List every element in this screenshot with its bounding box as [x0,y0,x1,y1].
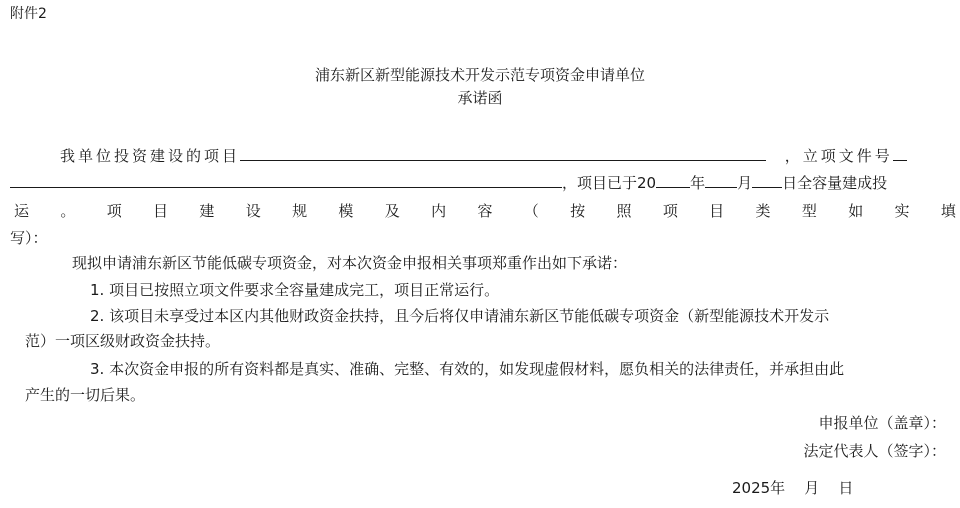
paragraph-text: 写）： [10,229,48,247]
char: 内 [431,202,447,220]
project-lead-text: 我单位投资建设的项目 [60,147,241,165]
commitment-item-3: 3. 本次资金申报的所有资料都是真实、准确、完整、有效的，如发现虚假材料，愿负相关的法律责任，并承担由此 [90,360,845,378]
month-label: 月 [737,174,753,192]
paragraph-project-line [60,145,907,166]
commitment-item-2: 2. 该项目未享受过本区内其他财政资金扶持，且今后将仅申请浦东新区节能低碳专项资金（新型能源技术开发示 [90,307,830,325]
char: 照 [616,202,632,220]
char: 规 [292,202,308,220]
signature-unit: 申报单位（盖章）： [818,414,946,432]
commitment-item-1: 1. 项目已按照立项文件要求全容量建成完工，项目正常运行。 [90,281,500,299]
commitment-item-2-continued: 范）一项区级财政资金扶持。 [25,332,221,350]
month-blank [705,172,737,188]
char: 。 [60,202,76,220]
char: 项 [662,202,678,220]
year-label: 年 [690,174,706,192]
day-rest-label: 日全容量建成投 [782,174,888,192]
document-title: 浦东新区新型能源技术开发示范专项资金申请单位 [314,66,645,84]
attachment-label: 附件2 [10,6,47,22]
project-name-blank [240,145,766,161]
commitment-item-3-continued: 产生的一切后果。 [25,386,146,404]
char: 项 [106,202,122,220]
char: 运 [14,202,30,220]
filenum-label: ，立项文件号 [784,147,893,165]
char: 及 [384,202,400,220]
filenum-blank-continued [10,172,562,188]
document-subtitle: 承诺函 [457,89,503,107]
intro-paragraph: 现拟申请浦东新区节能低碳专项资金，对本次资金申报相关事项郑重作出如下承诺： [72,254,628,272]
day-blank [752,172,782,188]
filenum-blank [893,145,907,161]
char: 目 [709,202,725,220]
paragraph-completion-line [10,172,887,193]
char: 建 [199,202,215,220]
char: 实 [894,202,910,220]
completed-label: ，项目已于20 [562,174,657,192]
char: 目 [153,202,169,220]
char: 类 [755,202,771,220]
char: 型 [801,202,817,220]
justified-line [14,201,956,221]
char: （ [523,202,539,220]
year-blank [656,172,690,188]
char: 按 [570,202,586,220]
char: 模 [338,202,354,220]
char: 填 [940,202,956,220]
signature-representative: 法定代表人（签字）： [803,442,946,460]
char: 如 [848,202,864,220]
date-line: 2025年 月 日 [732,479,854,497]
char: 容 [477,202,493,220]
char: 设 [245,202,261,220]
